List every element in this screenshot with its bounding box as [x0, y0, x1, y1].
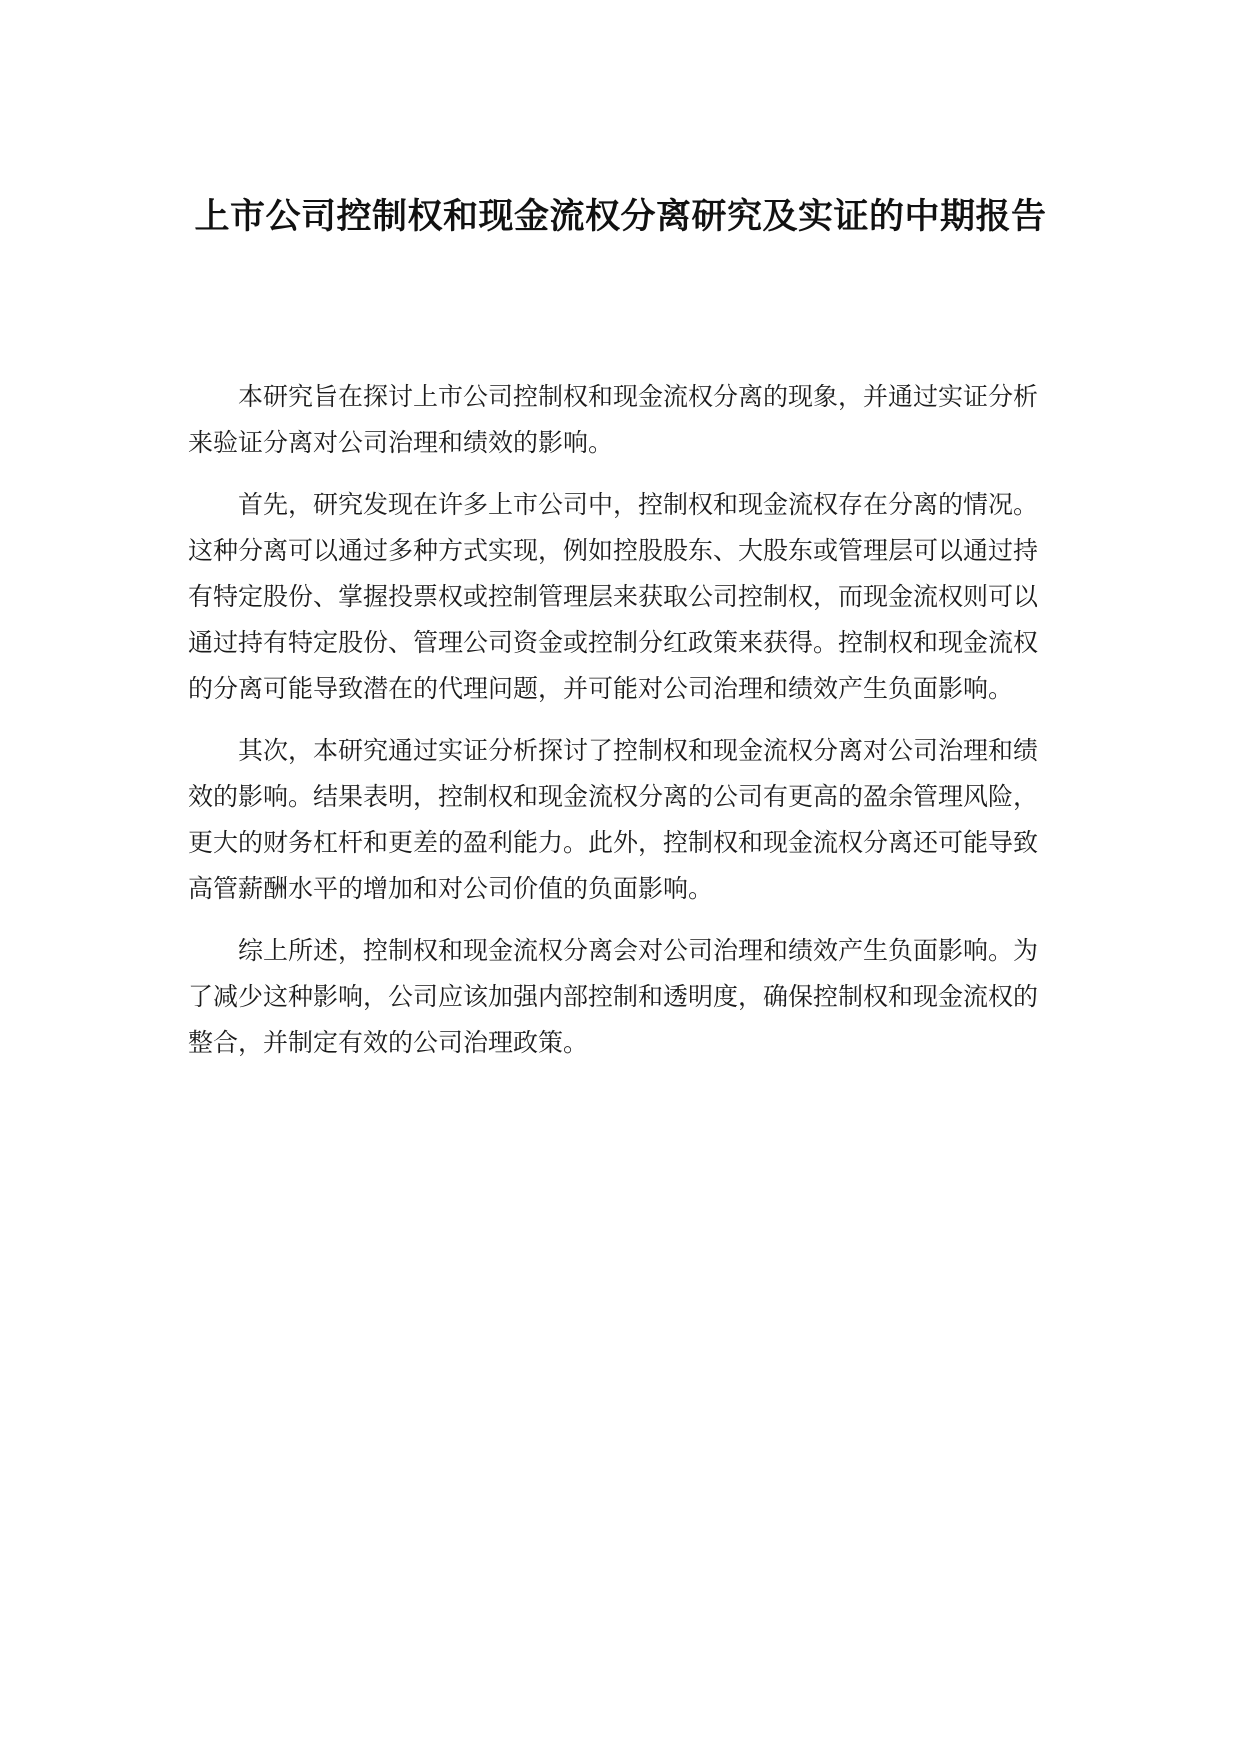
paragraph-conclusion: 综上所述，控制权和现金流权分离会对公司治理和绩效产生负面影响。为了减少这种影响，公司应该加强内部控制和透明度，确保控制权和现金流权的整合，并制定有效的公司治理政策。: [188, 936, 1039, 1057]
paragraph-second: 其次，本研究通过实证分析探讨了控制权和现金流权分离对公司治理和绩效的影响。结果表明，控制权和现金流权分离的公司有更高的盈余管理风险，更大的财务杠杆和更差的盈利能力。此外，控制权和现金流权分离还可能导致高管薪酬水平的增加和对公司价值的负面影响。: [188, 736, 1039, 903]
paragraph-intro: 本研究旨在探讨上市公司控制权和现金流权分离的现象，并通过实证分析来验证分离对公司治理和绩效的影响。: [188, 382, 1039, 457]
document-body: [188, 374, 1038, 1082]
paragraph-first: 首先，研究发现在许多上市公司中，控制权和现金流权存在分离的情况。这种分离可以通过多种方式实现，例如控股股东、大股东或管理层可以通过持有特定股份、掌握投票权或控制管理层来获取公司控制权，而现金流权则可以通过持有特定股份、管理公司资金或控制分红政策来获得。控制权和现金流权的分离可能导致潜在的代理问题，并可能对公司治理和绩效产生负面影响。: [188, 490, 1039, 703]
document-title: 上市公司控制权和现金流权分离研究及实证的中期报告: [194, 197, 1047, 237]
